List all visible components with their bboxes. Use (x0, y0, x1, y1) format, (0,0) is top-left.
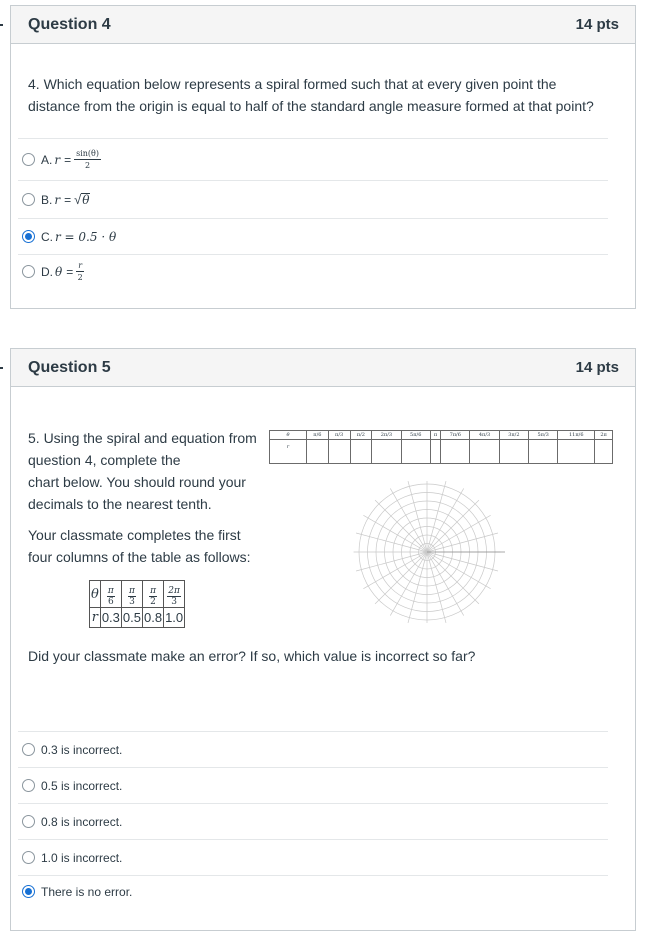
r-empty-cell (328, 440, 350, 464)
question-5-line-2: question 4, complete the (28, 452, 181, 468)
r-empty-cell (441, 440, 470, 464)
answer-c-expression: r = 0.5 · θ (55, 229, 117, 244)
theta-header-cell: θ (270, 431, 307, 440)
classmate-theta-label: θ (90, 581, 101, 608)
classmate-r-value: 0.3 (100, 608, 121, 628)
question-5-prompt: Did your classmate make an error? If so, which value is incorrect so far? (28, 648, 476, 664)
answer-a-letter: A. (41, 152, 53, 167)
classmate-r-value: 1.0 (164, 608, 185, 628)
r-empty-cell (470, 440, 499, 464)
question-5-title: Question 5 (28, 358, 111, 376)
polar-grid-lines (354, 481, 505, 623)
question-4-title: Question 4 (28, 15, 111, 33)
polar-ray (356, 552, 427, 571)
radio-button-c-selected[interactable] (22, 230, 35, 243)
theta-angle-cell: π/2 (350, 431, 372, 440)
polar-grid-graph (347, 481, 507, 623)
radio-button[interactable] (22, 743, 35, 756)
answer-b-equals: = (64, 192, 72, 207)
classmate-angle-cell (164, 581, 185, 608)
answer-b-radicand: θ (82, 193, 90, 207)
answer-label: 1.0 is incorrect. (41, 850, 123, 865)
polar-ray (363, 552, 427, 589)
polar-ray (408, 552, 427, 623)
r-empty-cell (595, 440, 613, 464)
sqrt-sign: √ (74, 192, 82, 207)
answer-b-lhs: r (54, 192, 61, 207)
theta-angle-cell: 2π/3 (372, 431, 401, 440)
classmate-angle-num: π (150, 586, 156, 596)
answer-a-denominator: 2 (85, 161, 91, 170)
polar-ray (427, 552, 491, 589)
classmate-line-1: Your classmate completes the first (28, 527, 241, 543)
theta-angle-cell: π/3 (328, 431, 350, 440)
theta-angle-cell: 5π/3 (529, 431, 558, 440)
answer-option-0-3-incorrect[interactable] (18, 731, 608, 767)
r-empty-cell (499, 440, 528, 464)
radio-button[interactable] (22, 779, 35, 792)
answer-a-equals: = (64, 152, 72, 167)
answer-option-c[interactable] (18, 218, 608, 254)
polar-ray (427, 533, 498, 552)
answer-option-0-5-incorrect[interactable] (18, 767, 608, 803)
r-empty-cell (529, 440, 558, 464)
classmate-angle-den: 3 (129, 597, 135, 607)
polar-ray (427, 488, 464, 552)
polar-ray (427, 552, 498, 571)
polar-ray (390, 552, 427, 616)
answer-d-letter: D. (41, 264, 53, 279)
question-5-line-3: chart below. You should round your (28, 474, 246, 490)
classmate-angle-den: 6 (108, 597, 114, 607)
question-5-line-4: decimals to the nearest tenth. (28, 496, 212, 512)
classmate-angle-cell (121, 581, 142, 608)
theta-angle-cell: 3π/2 (499, 431, 528, 440)
theta-angle-cell: 7π/6 (441, 431, 470, 440)
classmate-table (89, 580, 185, 628)
radio-button-d[interactable] (22, 265, 35, 278)
theta-angle-cell: 5π/6 (401, 431, 430, 440)
r-empty-cell (372, 440, 401, 464)
question-4-answers (18, 138, 608, 288)
classmate-angle-cell (100, 581, 121, 608)
polar-ray (427, 481, 446, 552)
theta-angle-cell: π (430, 431, 440, 440)
answer-d-numerator: r (78, 261, 83, 270)
answer-d-lhs: θ (55, 264, 63, 279)
question-5-header (11, 349, 635, 387)
r-empty-cell (401, 440, 430, 464)
answer-label: 0.8 is incorrect. (41, 814, 123, 829)
theta-angle-cell: 11π/6 (558, 431, 595, 440)
answer-d-fraction (76, 260, 84, 283)
question-4-points: 14 pts (575, 16, 619, 33)
answer-label: 0.5 is incorrect. (41, 778, 123, 793)
answer-d-denominator: 2 (77, 273, 83, 282)
question-4-header (11, 6, 635, 44)
answer-a-fraction (74, 148, 101, 171)
classmate-r-value: 0.8 (142, 608, 163, 628)
classmate-angle-den: 3 (171, 597, 177, 607)
answer-option-no-error[interactable] (18, 875, 608, 907)
radio-button-b[interactable] (22, 193, 35, 206)
question-5-text (28, 427, 273, 515)
radio-button[interactable] (22, 851, 35, 864)
radio-button-a[interactable] (22, 153, 35, 166)
r-empty-cell (350, 440, 372, 464)
r-empty-cell (307, 440, 329, 464)
radio-button-selected[interactable] (22, 885, 35, 898)
question-5-answers (18, 731, 608, 907)
classmate-angle-num: 2π (168, 586, 180, 596)
polar-ray (427, 552, 464, 616)
answer-option-1-0-incorrect[interactable] (18, 839, 608, 875)
classmate-line-2: four columns of the table as follows: (28, 549, 251, 565)
radio-button[interactable] (22, 815, 35, 828)
classmate-angle-den: 2 (150, 597, 156, 607)
theta-angle-cell: π/6 (307, 431, 329, 440)
answer-option-d[interactable] (18, 254, 608, 288)
answer-c-letter: C. (41, 229, 53, 244)
polar-ray (390, 488, 427, 552)
left-edge-mark-2 (0, 367, 3, 369)
r-empty-cell (558, 440, 595, 464)
question-4-text-line-2: distance from the origin is equal to half of the standard angle measure formed at that point? (28, 98, 594, 114)
question-4-text-line-1: 4. Which equation below represents a spiral formed such that at every given point the (28, 76, 557, 92)
classmate-text (28, 524, 273, 568)
polar-ray (356, 533, 427, 552)
answer-option-b[interactable] (18, 180, 608, 218)
answer-b-letter: B. (41, 192, 53, 207)
answer-label: There is no error. (41, 884, 133, 899)
answer-a-lhs: r (54, 152, 61, 167)
classmate-angle-cell (142, 581, 163, 608)
question-5-points: 14 pts (575, 359, 619, 376)
theta-angle-cell: 2π (595, 431, 613, 440)
question-4-text (28, 73, 628, 117)
r-empty-cell (430, 440, 440, 464)
question-5-line-1: 5. Using the spiral and equation from (28, 430, 257, 446)
classmate-r-value: 0.5 (121, 608, 142, 628)
classmate-angle-num: π (128, 586, 135, 596)
answer-b-sqrt (74, 192, 90, 207)
left-edge-mark (0, 24, 3, 26)
classmate-angle-num: π (107, 586, 114, 596)
theta-r-table (269, 430, 613, 464)
classmate-r-label: r (90, 608, 101, 628)
r-header-cell: r (270, 440, 307, 464)
theta-angle-cell: 4π/3 (470, 431, 499, 440)
answer-option-a[interactable] (18, 138, 608, 180)
polar-ray (363, 515, 427, 552)
polar-ray (427, 515, 491, 552)
answer-d-equals: = (66, 264, 74, 279)
answer-label: 0.3 is incorrect. (41, 742, 123, 757)
polar-ray (408, 481, 427, 552)
answer-option-0-8-incorrect[interactable] (18, 803, 608, 839)
answer-a-numerator: sin(θ) (76, 149, 99, 158)
polar-ray (427, 552, 446, 623)
